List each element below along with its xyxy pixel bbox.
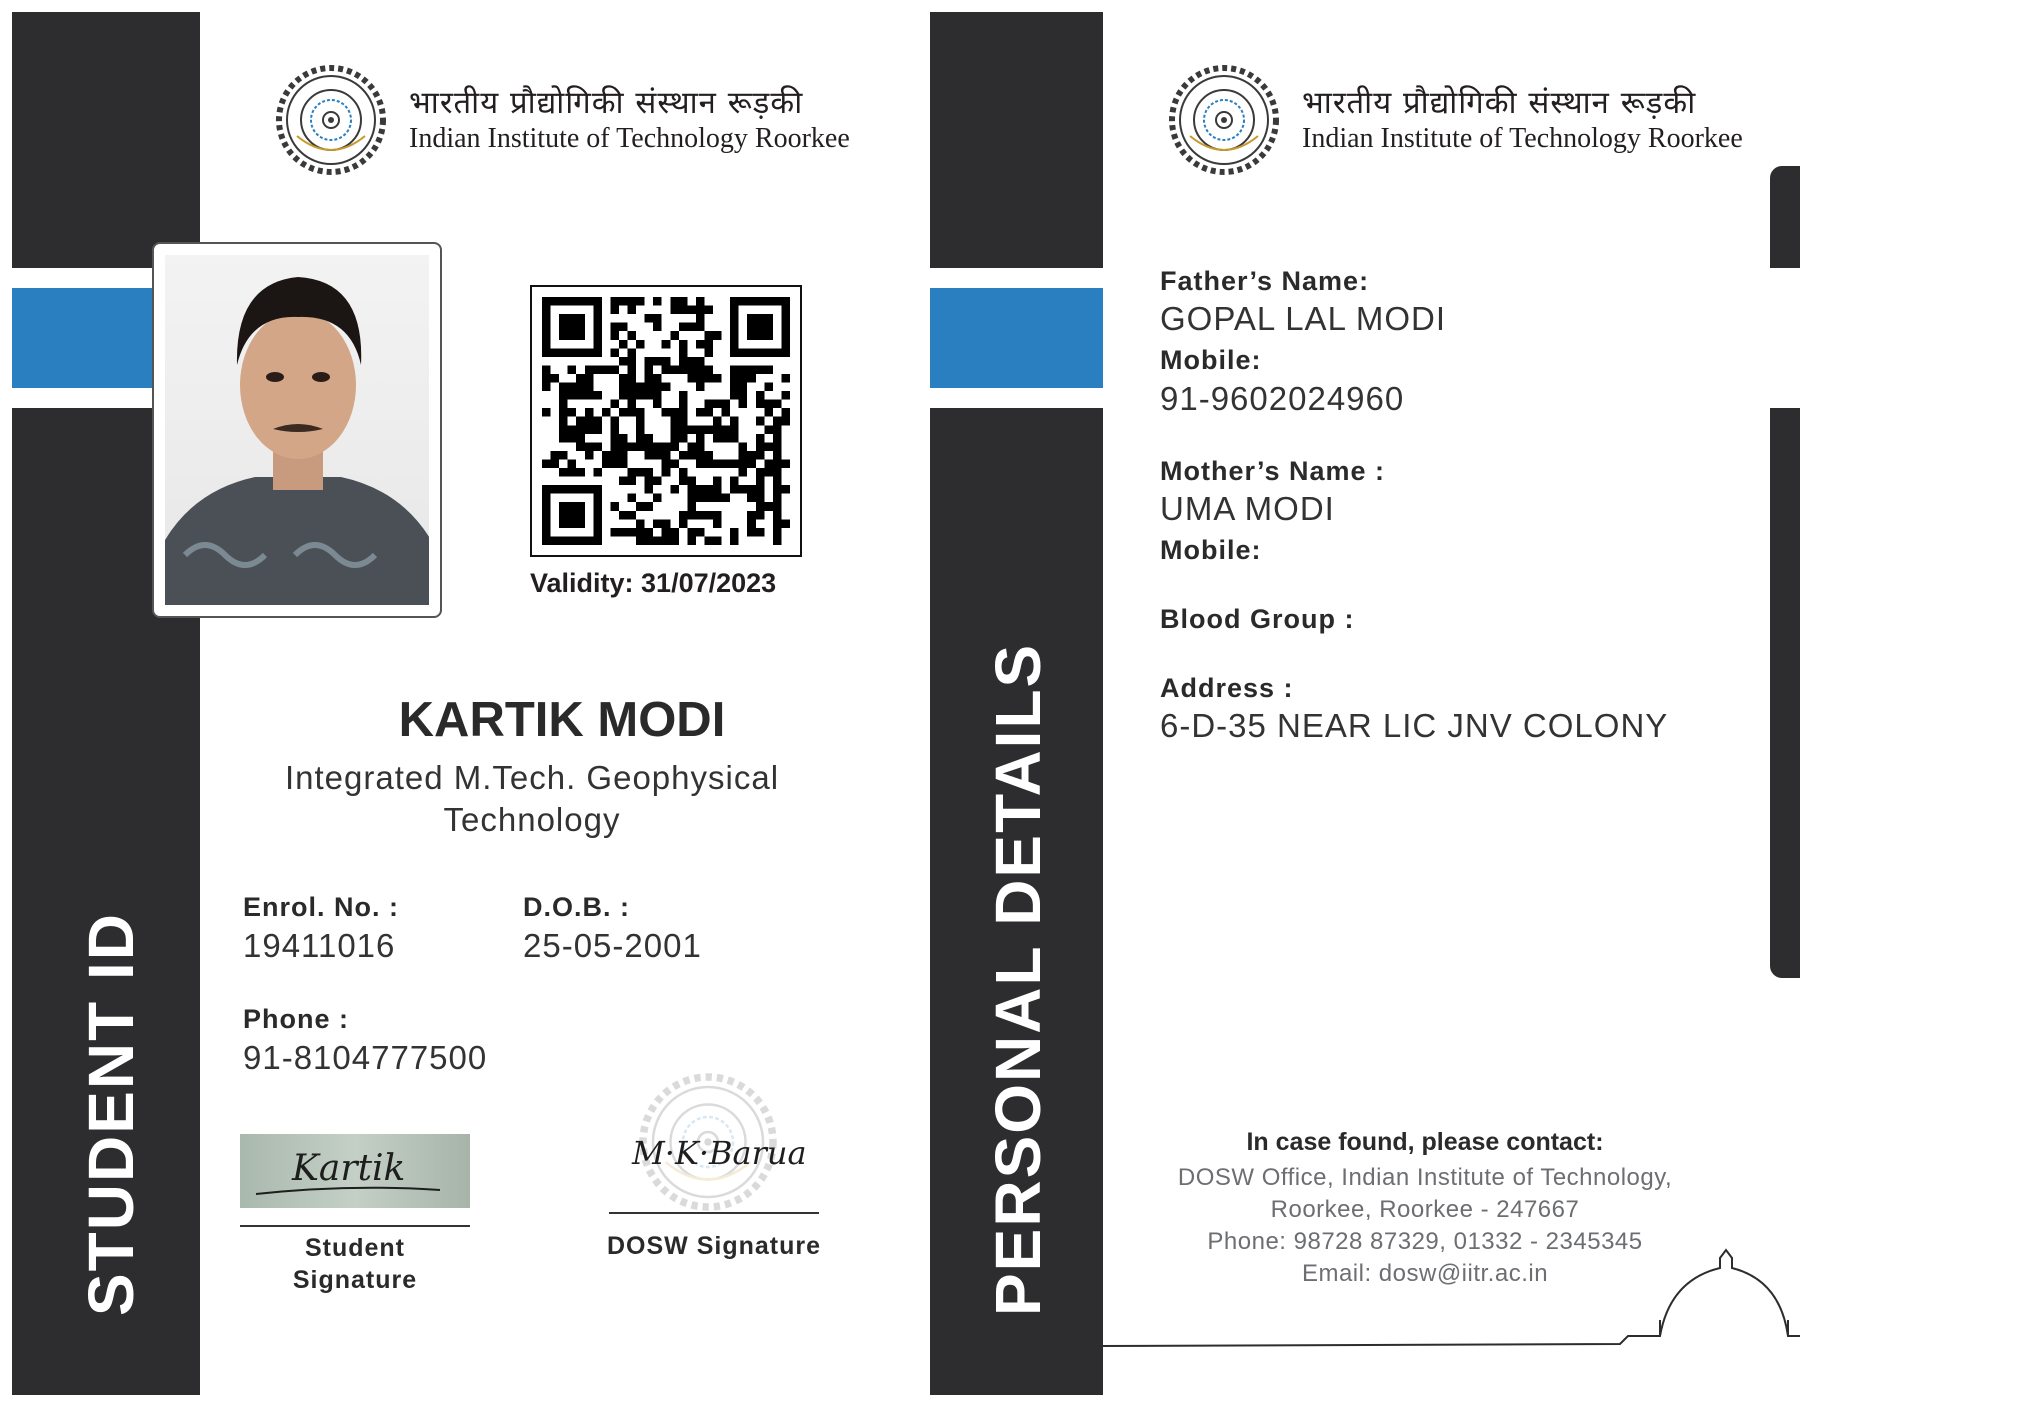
dosw-signature-text: M·K·Barua (632, 1134, 807, 1172)
student-signature-caption: Student Signature (292, 1234, 418, 1294)
contact-address-line-2: Roorkee, Roorkee - 247667 (1270, 1196, 1580, 1223)
course-line-2: Technology (443, 801, 621, 838)
contact-email: Email: dosw@iitr.ac.in (1301, 1260, 1549, 1287)
building-outline-icon (1100, 1240, 1800, 1350)
father-name-label: Father’s Name: (1160, 266, 1370, 296)
side-bar-top (12, 12, 200, 268)
dosw-signature-line (609, 1212, 819, 1214)
qr-code (530, 285, 802, 557)
father-name-value: GOPAL LAL MODI (1160, 300, 1447, 337)
dosw-signature (624, 1122, 824, 1182)
dob-label: D.O.B. : (523, 892, 630, 922)
back-accent-stripe (930, 288, 1103, 388)
right-tab-top (1770, 166, 1800, 268)
mother-name-label: Mother’s Name : (1160, 456, 1386, 486)
blood-group-label: Blood Group : (1160, 604, 1355, 634)
back-institute-english-name: Indian Institute of Technology Roorkee (1302, 123, 1743, 154)
student-name: KARTIK MODI (398, 693, 726, 747)
dob-value: 25-05-2001 (523, 927, 702, 964)
mother-mobile-label: Mobile: (1160, 535, 1262, 565)
back-side-title: PERSONAL DETAILS (982, 642, 1054, 1316)
dosw-signature-caption: DOSW Signature (606, 1232, 821, 1260)
student-id-card-front (12, 12, 872, 1395)
back-institute-hindi-name: भारतीय प्रौद्योगिकी संस्थान रूड़की (1302, 85, 1697, 121)
enrol-value: 19411016 (243, 927, 396, 964)
course-name (252, 757, 812, 841)
father-mobile-label: Mobile: (1160, 345, 1262, 375)
card-side-title: STUDENT ID (75, 912, 147, 1316)
contact-address-line-1: DOSW Office, Indian Institute of Technology, (1177, 1164, 1673, 1191)
institute-header (275, 64, 850, 176)
contact-phone: Phone: 98728 87329, 01332 - 2345345 (1207, 1228, 1643, 1255)
address-label: Address : (1160, 673, 1294, 703)
enrol-label: Enrol. No. : (243, 892, 399, 922)
student-photo-frame (152, 242, 442, 618)
father-mobile-value: 91-9602024960 (1160, 380, 1405, 417)
back-institute-seal-icon (1168, 64, 1280, 176)
student-photo (165, 255, 429, 605)
validity-date: Validity: 31/07/2023 (530, 568, 777, 598)
accent-stripe (12, 288, 162, 388)
contact-heading: In case found, please contact: (1246, 1128, 1604, 1156)
mother-name-value: UMA MODI (1160, 490, 1335, 527)
student-signature (240, 1134, 470, 1208)
institute-seal-icon (275, 64, 387, 176)
course-line-1: Integrated M.Tech. Geophysical (284, 759, 780, 796)
address-value: 6-D-35 NEAR LIC JNV COLONY (1160, 707, 1669, 744)
institute-hindi-name: भारतीय प्रौद्योगिकी संस्थान रूड़की (409, 85, 804, 121)
institute-english-name: Indian Institute of Technology Roorkee (409, 123, 850, 154)
phone-label: Phone : (243, 1004, 349, 1034)
student-signature-text: Kartik (292, 1148, 406, 1189)
right-tab-bottom (1770, 408, 1800, 978)
student-signature-line (240, 1225, 470, 1227)
back-side-bar-top (930, 12, 1103, 268)
back-institute-header (1168, 64, 1743, 176)
phone-value: 91-8104777500 (243, 1039, 488, 1076)
